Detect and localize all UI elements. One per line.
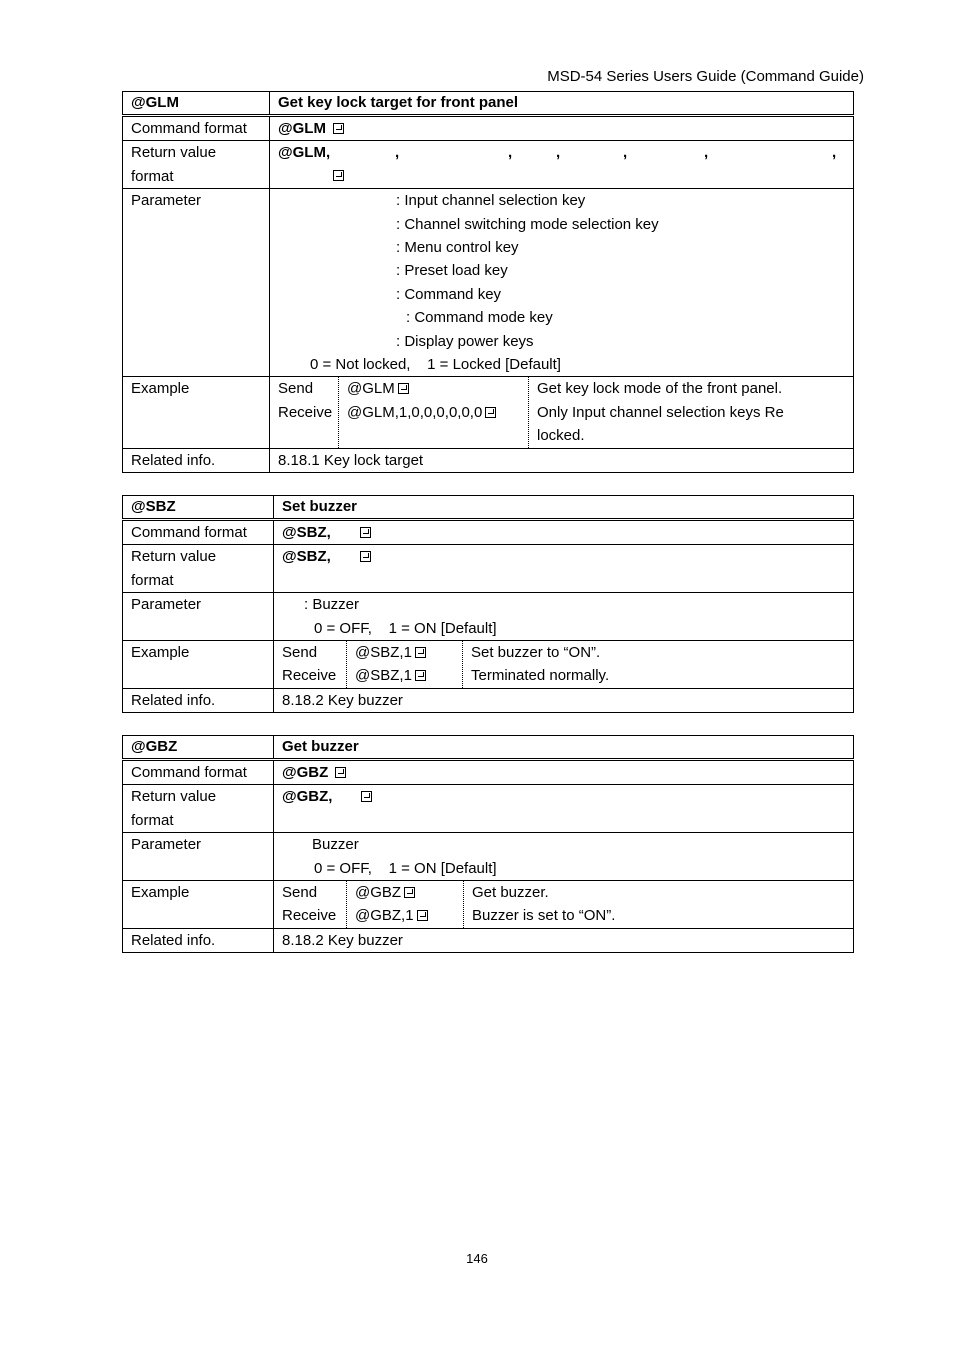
row-label: Example xyxy=(123,377,270,448)
send-command: @SBZ,1 xyxy=(355,644,412,662)
return-key-icon xyxy=(333,123,344,134)
return-key-icon xyxy=(360,551,371,562)
param-line: : Menu control key xyxy=(396,239,519,257)
param-line: : Preset load key xyxy=(396,262,508,280)
command-title: Get buzzer xyxy=(274,736,854,760)
receive-description-cont: locked. xyxy=(537,427,585,445)
receive-description: Buzzer is set to “ON”. xyxy=(472,907,616,925)
return-value-row xyxy=(123,141,854,189)
command-format-value: @SBZ, xyxy=(282,524,331,541)
send-description: Get buzzer. xyxy=(472,884,549,902)
row-label: Related info. xyxy=(123,688,274,712)
related-info-row xyxy=(123,688,854,712)
send-label: Send xyxy=(282,644,318,662)
return-key-icon xyxy=(415,647,426,658)
command-title: Set buzzer xyxy=(274,496,854,520)
sbz-command-table xyxy=(122,495,854,713)
example-row xyxy=(123,377,854,448)
receive-command: @GBZ,1 xyxy=(355,907,414,925)
row-label: Related info. xyxy=(123,448,270,472)
gbz-header-row xyxy=(123,736,854,760)
return-key-icon xyxy=(360,527,371,538)
return-format-line xyxy=(278,141,845,164)
comma: , xyxy=(704,144,709,162)
command-format-value: @GLM xyxy=(278,120,326,137)
comma: , xyxy=(556,144,561,162)
row-label: Example xyxy=(123,641,274,689)
receive-label: Receive xyxy=(282,667,337,685)
command-code: @SBZ xyxy=(123,496,274,520)
row-label: Return value xyxy=(131,144,217,162)
glm-command-table xyxy=(122,91,854,473)
return-key-icon xyxy=(404,887,415,898)
gbz-command-table xyxy=(122,735,854,953)
send-label: Send xyxy=(282,884,318,902)
param-line: : Command key xyxy=(396,285,502,303)
row-label: Parameter xyxy=(123,593,274,641)
receive-label: Receive xyxy=(282,907,337,925)
receive-description: Terminated normally. xyxy=(471,667,610,685)
receive-command: @GLM,1,0,0,0,0,0,0 xyxy=(347,403,483,421)
receive-label: Receive xyxy=(278,403,333,421)
param-line: : Input channel selection key xyxy=(396,192,586,210)
parameter-row xyxy=(123,833,854,881)
row-label: Command format xyxy=(123,116,270,141)
return-value-row xyxy=(123,545,854,593)
page-header: MSD-54 Series Users Guide (Command Guide) xyxy=(547,68,864,85)
comma: , xyxy=(623,144,628,162)
row-label: Example xyxy=(123,881,274,929)
related-info-link[interactable]: 8.18.2 Key buzzer xyxy=(274,688,854,712)
row-label: Parameter xyxy=(123,833,274,881)
return-key-icon xyxy=(335,767,346,778)
command-format-value: @GBZ xyxy=(282,764,329,781)
return-format-value: @SBZ, xyxy=(282,548,331,566)
row-label: Parameter xyxy=(123,189,270,377)
row-label: Command format xyxy=(123,520,274,545)
related-info-row xyxy=(123,448,854,472)
related-info-link[interactable]: 8.18.2 Key buzzer xyxy=(274,928,854,952)
glm-header-row xyxy=(123,92,854,116)
comma: , xyxy=(395,144,400,162)
send-description: Set buzzer to “ON”. xyxy=(471,644,601,662)
example-grid xyxy=(270,377,853,447)
row-label: Related info. xyxy=(123,928,274,952)
send-description: Get key lock mode of the front panel. xyxy=(537,380,783,398)
param-values: 0 = Not locked, 1 = Locked [Default] xyxy=(310,356,561,374)
param-line: : Buzzer xyxy=(304,596,360,614)
return-key-icon xyxy=(417,910,428,921)
page-number: 146 xyxy=(466,1251,488,1266)
command-format-row xyxy=(123,116,854,141)
param-line: Buzzer xyxy=(312,836,359,854)
comma: , xyxy=(508,144,513,162)
return-key-icon xyxy=(415,670,426,681)
command-title: Get key lock target for front panel xyxy=(270,92,854,116)
receive-command: @SBZ,1 xyxy=(355,667,412,685)
example-grid xyxy=(274,881,853,928)
param-values: 0 = OFF, 1 = ON [Default] xyxy=(314,619,497,637)
return-key-icon xyxy=(485,407,496,418)
example-row xyxy=(123,641,854,689)
command-format-row xyxy=(123,760,854,785)
send-label: Send xyxy=(278,380,314,398)
return-key-icon xyxy=(333,170,344,181)
receive-description: Only Input channel selection keys Re xyxy=(537,403,784,421)
command-code: @GLM xyxy=(123,92,270,116)
param-values: 0 = OFF, 1 = ON [Default] xyxy=(314,859,497,877)
param-line: : Command mode key xyxy=(406,309,553,327)
send-command: @GLM xyxy=(347,380,395,398)
return-format-value: @GLM, xyxy=(278,144,331,162)
row-label-cont: format xyxy=(131,571,174,589)
example-grid xyxy=(274,641,853,688)
param-line: : Channel switching mode selection key xyxy=(396,215,659,233)
row-label-cont: format xyxy=(131,811,174,829)
row-label: Return value xyxy=(131,788,217,806)
sbz-header-row xyxy=(123,496,854,520)
row-label-cont: format xyxy=(131,167,174,185)
return-key-icon xyxy=(361,791,372,802)
example-row xyxy=(123,881,854,929)
row-label: Command format xyxy=(123,760,274,785)
return-key-icon xyxy=(398,383,409,394)
return-value-row xyxy=(123,785,854,833)
parameter-row xyxy=(123,189,854,377)
command-format-row xyxy=(123,520,854,545)
parameter-row xyxy=(123,593,854,641)
send-command: @GBZ xyxy=(355,884,402,902)
command-code: @GBZ xyxy=(123,736,274,760)
comma: , xyxy=(832,144,837,162)
row-label: Return value xyxy=(131,548,217,566)
return-format-value: @GBZ, xyxy=(282,788,333,806)
related-info-row xyxy=(123,928,854,952)
related-info-link[interactable]: 8.18.1 Key lock target xyxy=(270,448,854,472)
param-line: : Display power keys xyxy=(396,332,534,350)
